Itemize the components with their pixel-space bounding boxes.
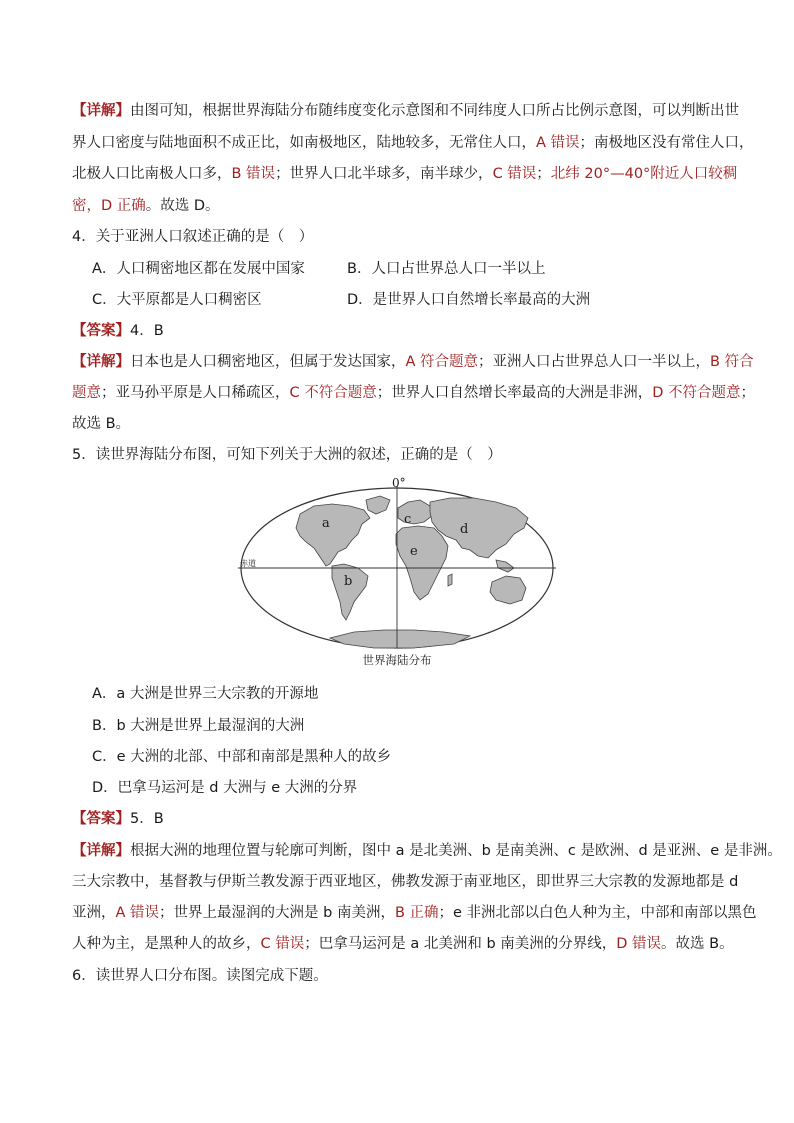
answer-tag: 【答案】 [72,811,130,827]
q5-option-a: A．a 大洲是世界三大宗教的开源地 [92,686,319,702]
detail-text: 北极人口比南极人口多， [72,166,232,182]
q4-detail-line-2 [72,383,755,403]
question-5-stem: 5．读世界海陆分布图，可知下列关于大洲的叙述，正确的是（ ） [72,447,502,463]
detail-text: ；亚洲人口占世界总人口一半以上， [478,354,711,370]
detail-text: 界人口密度与陆地面积不成正比，如南极地区，陆地较多，无常住人口， [72,135,536,151]
detail-line-3 [72,164,737,184]
detail-verdict: D 不符合题意 [652,385,741,401]
detail-verdict: B 正确 [394,905,439,921]
detail-text: ；世界人口自然增长率最高的大洲是非洲， [376,385,653,401]
detail-line-4 [72,196,220,216]
answer-value: 4．B [130,323,164,339]
meridian-label: 0° [392,476,406,490]
detail-text: ； [536,166,551,182]
q5-detail-line-2: 三大宗教中，基督教与伊斯兰教发源于西亚地区，佛教发源于南亚地区，即世界三大宗教的发源地都是 d [72,874,739,890]
detail-line-1 [72,101,739,121]
world-map-graphic [234,478,560,650]
detail-verdict: A 符合题意 [405,354,479,370]
detail-verdict: 题意 [72,385,101,401]
continent-label-a: a [322,516,330,531]
q5-option-b: B．b 大洲是世界上最湿润的大洲 [92,718,305,734]
continent-label-c: c [404,512,412,527]
detail-text: 密， [72,198,101,214]
answer-tag: 【答案】 [72,323,130,339]
madagascar-shape [448,574,452,586]
australia-shape [490,576,526,604]
q5-option-d: D．巴拿马运河是 d 大洲与 e 大洲的分界 [92,780,358,796]
continent-label-b: b [344,574,353,589]
q5-detail-line-4 [72,934,734,954]
q4-option-b: B．人口占世界总人口一半以上 [347,261,546,277]
detail-verdict: A 错误 [115,905,160,921]
q5-option-c: C．e 大洲的北部、中部和南部是黑种人的故乡 [92,749,392,765]
detail-verdict: C 错误 [492,166,537,182]
detail-verdict: C 不符合题意 [289,385,377,401]
detail-verdict: D 错误 [616,936,662,952]
q4-option-c: C．大平原都是人口稠密区 [92,292,262,308]
continent-label-d: d [460,522,469,537]
detail-text: 。故选 D。 [145,198,220,214]
detail-verdict: 北纬 20°—40°附近人口较稠 [550,166,738,182]
detail-text: ；亚马孙平原是人口稀疏区， [101,385,290,401]
detail-text: 根据大洲的地理位置与轮廓可判断，图中 a 是北美洲、b 是南美洲、c 是欧洲、d 是亚洲、e 是非洲。 [130,843,782,859]
detail-text: ；e 非洲北部以白色人种为主，中部和南部以黑色 [438,905,757,921]
answer-value: 5．B [130,811,164,827]
detail-text: 由图可知，根据世界海陆分布随纬度变化示意图和不同纬度人口所占比例示意图，可以判断出世 [130,103,739,119]
map-caption: 世界海陆分布 [362,653,432,667]
detail-text: 人种为主，是黑种人的故乡， [72,936,261,952]
detail-verdict: B 符合 [710,354,754,370]
detail-text: 亚洲， [72,905,116,921]
detail-text: 日本也是人口稠密地区，但属于发达国家， [130,354,406,370]
detail-tag: 【详解】 [72,843,130,859]
q4-option-a: A．人口稠密地区都在发展中国家 [92,261,305,277]
detail-text: ；世界上最湿润的大洲是 b 南美洲， [159,905,395,921]
world-land-sea-map [234,478,560,674]
question-4-stem: 4．关于亚洲人口叙述正确的是（ ） [72,229,314,245]
detail-text: ；巴拿马运河是 a 北美洲和 b 南美洲的分界线， [304,936,617,952]
detail-text: ；南极地区没有常住人口， [579,135,754,151]
detail-verdict: B 错误 [231,166,276,182]
equator-label: 赤道 [240,559,256,568]
q5-detail-line-3 [72,903,757,923]
continent-label-e: e [410,544,418,559]
detail-verdict: C 错误 [260,936,305,952]
detail-verdict: A 错误 [536,135,580,151]
detail-text: ； [740,385,756,401]
detail-tag: 【详解】 [72,103,130,119]
antarctica-shape [330,630,470,648]
detail-verdict: D 正确 [101,198,146,214]
q5-detail-line-1 [72,841,782,861]
q4-detail-line-1 [72,352,754,372]
q5-answer [72,809,164,829]
detail-text: 。故选 B。 [661,936,734,952]
q4-detail-line-3: 故选 B。 [72,416,131,432]
detail-line-2 [72,133,754,153]
detail-tag: 【详解】 [72,354,130,370]
q4-option-d: D．是世界人口自然增长率最高的大洲 [347,292,591,308]
q4-answer [72,321,164,341]
detail-text: ；世界人口北半球多，南半球少， [275,166,493,182]
question-6-stem: 6．读世界人口分布图。读图完成下题。 [72,968,328,984]
